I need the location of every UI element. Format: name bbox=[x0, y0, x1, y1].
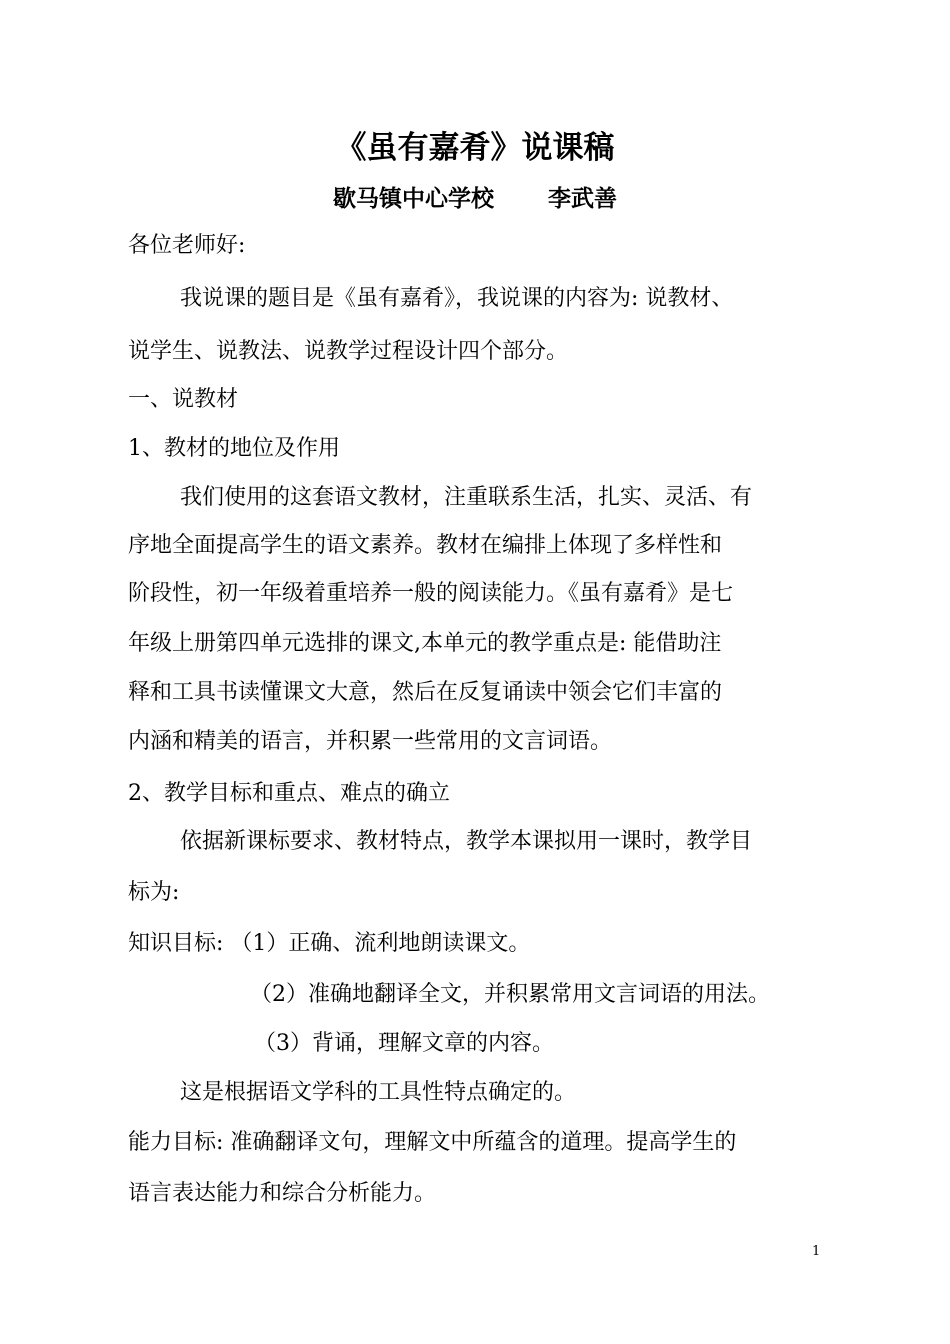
body-line: 释和工具书读懂课文大意，然后在反复诵读中领会它们丰富的 bbox=[128, 680, 723, 705]
body-line: 我说课的题目是《虽有嘉肴》，我说课的内容为: 说教材、 bbox=[180, 286, 734, 311]
document-subtitle bbox=[0, 181, 950, 217]
page-number: 1 bbox=[812, 1244, 821, 1259]
body-line: 这是根据语文学科的工具性特点确定的。 bbox=[180, 1080, 577, 1105]
body-line: 年级上册第四单元选排的课文,本单元的教学重点是: 能借助注 bbox=[128, 631, 722, 656]
knowledge-goal-1: 知识目标: （1）正确、流利地朗读课文。 bbox=[128, 931, 531, 956]
ability-goal: 能力目标: 准确翻译文句，理解文中所蕴含的道理。提高学生的 bbox=[128, 1130, 737, 1155]
subsection-heading: 2、教学目标和重点、难点的确立 bbox=[128, 781, 450, 806]
section-heading: 一、说教材 bbox=[128, 387, 239, 412]
document-title: 《虽有嘉肴》说课稿 bbox=[335, 130, 615, 166]
knowledge-goal-2: （2）准确地翻译全文，并积累常用文言词语的用法。 bbox=[250, 982, 770, 1007]
body-line: 我们使用的这套语文教材，注重联系生活，扎实、灵活、有 bbox=[180, 485, 753, 510]
body-line: 序地全面提高学生的语文素养。教材在编排上体现了多样性和 bbox=[128, 533, 723, 558]
body-line: 依据新课标要求、教材特点，教学本课拟用一课时，教学目 bbox=[180, 829, 753, 854]
body-line: 语言表达能力和综合分析能力。 bbox=[128, 1181, 437, 1206]
body-line: 各位老师好: bbox=[128, 233, 246, 258]
body-line: 标为: bbox=[128, 880, 180, 905]
body-line: 说学生、说教法、说教学过程设计四个部分。 bbox=[128, 339, 569, 364]
body-line: 内涵和精美的语言，并积累一些常用的文言词语。 bbox=[128, 729, 613, 754]
school-name: 歇马镇中心学校 bbox=[333, 186, 494, 212]
knowledge-goal-3: （3）背诵，理解文章的内容。 bbox=[254, 1031, 554, 1056]
body-line: 阶段性，初一年级着重培养一般的阅读能力。《虽有嘉肴》是七 bbox=[128, 581, 734, 606]
author-name: 李武善 bbox=[548, 186, 617, 212]
subsection-heading: 1、教材的地位及作用 bbox=[128, 436, 340, 461]
